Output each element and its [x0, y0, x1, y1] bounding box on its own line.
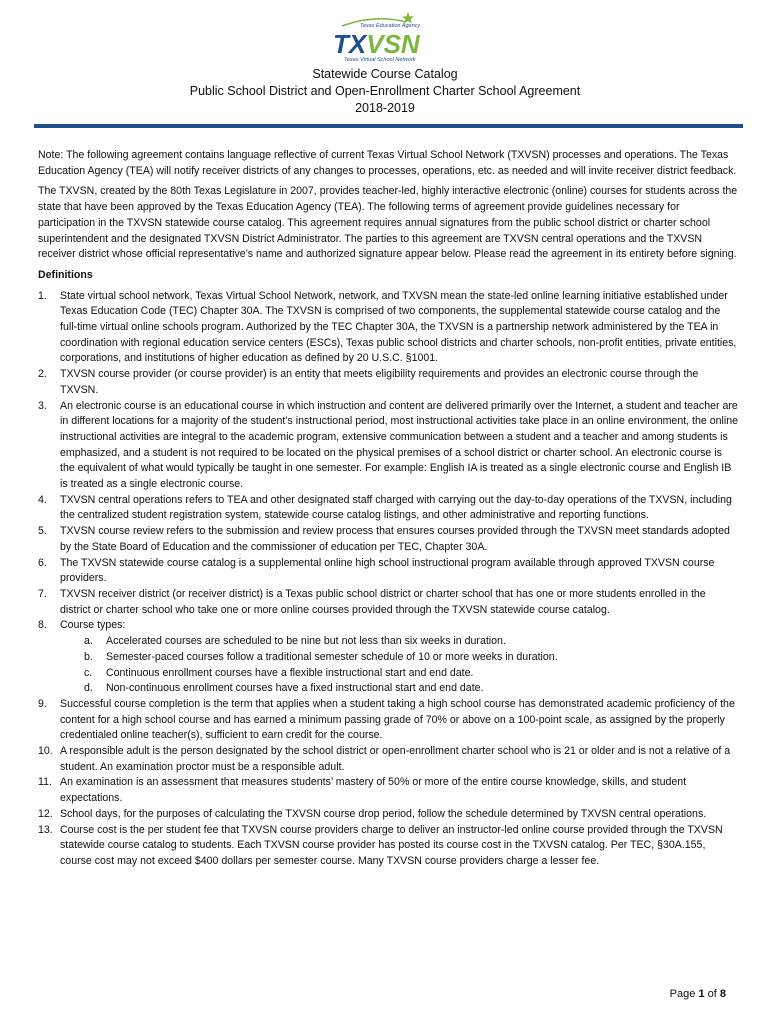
definition-item: 5. TXVSN course review refers to the submission and review process that ensures courses provided through the TXVSN meet standards adopted by the State Board of Education and the commissioner of education per TEC, Chapter 30A.: [38, 525, 730, 553]
definition-item: 12. School days, for the purposes of calculating the TXVSN course drop period, follow the schedule determined by TXVSN central operations.: [38, 807, 707, 820]
definition-item: 6. The TXVSN statewide course catalog is a supplemental online high school instructional program available through approved TXVSN course providers.: [38, 556, 715, 585]
document-body: [38, 148, 738, 870]
definition-item: 2. TXVSN course provider (or course provider) is an entity that meets eligibility requirements and provides an electronic course through the TXVSN.: [38, 368, 699, 396]
logo-agency-text: Texas Education Agency: [360, 23, 421, 29]
definition-item: 4. TXVSN central operations refers to TEA and other designated staff charged with carrying out the day-to-day operations of the TXVSN, including the centralized student registration system, statewide course catalog listings, and other administrative and reporting functions.: [38, 493, 732, 522]
txvsn-logo: [330, 10, 430, 64]
definition-item: 3. An electronic course is an educational course in which instruction and content are delivered primarily over the Internet, a student and teacher are in different locations for a majority of the student’s instructional period, most instructional activities take place in an online environment, the online instructional activities are integral to the academic program, extensive communication between a student and a teacher and among students is emphasized, and a student is not required to be located on the physical premises of a school district or charter school. An electronic course is the equivalent of what would typically be taught in one semester. For example: English IA is treated as a single electronic course and English IB is treated as a single electronic course.: [38, 399, 738, 491]
page-number: Page 1 of 8: [669, 988, 726, 1000]
header-divider: [34, 124, 743, 128]
logo-vsn-text: VSN: [366, 29, 420, 59]
definition-item: 9. Successful course completion is the term that applies when a student taking a high school course has demonstrated academic proficiency of the content for a high school course and has earned a minimum passing grade of 70% or above on a 100-point scale, as assigned by the properly credentialed online teacher(s), sufficient to earn credit for the course.: [38, 697, 735, 742]
definition-item: 10. A responsible adult is the person designated by the school district or open-enrollment charter school who is 21 or older and is not a relative of a student. An examination proctor must be a responsible adult.: [38, 745, 731, 773]
logo-tx-text: TX: [333, 29, 367, 59]
title-line-2: Public School District and Open-Enrollment Charter School Agreement: [189, 84, 581, 98]
intro-paragraph: The TXVSN, created by the 80th Texas Legislature in 2007, provides teacher-led, highly interactive electronic (online) courses for students across the state that have been approved by the Texas Education Agency (TEA). The following terms of agreement provide guidelines necessary for participation in the TXVSN statewide course catalog. This agreement requires annual signatures from the public school district or charter school superintendent and the designated TXVSN District Administrator. The parties to this agreement are TXVSN central operations and the TXVSN receiver district whose official representative’s name and authorized signature appear below. Please read the agreement in its entirety before signing.: [38, 185, 738, 261]
title-line-1: Statewide Course Catalog: [312, 67, 458, 81]
course-type-item: a. Accelerated courses are scheduled to be nine but not less than six weeks in duration.: [84, 635, 506, 648]
course-type-item: d. Non-continuous enrollment courses have a fixed instructional start and end date.: [84, 682, 484, 695]
definition-item: 13. Course cost is the per student fee that TXVSN course providers charge to deliver an instructor-led online course provided through the TXVSN statewide course catalog to students. Each TXVSN course provider has posted its course cost in the TXVSN catalog. Per TEC, §30A.155, course cost may not exceed $400 dollars per semester course. Many TXVSN course providers charge a lesser fee.: [38, 823, 723, 867]
definition-item: 1. State virtual school network, Texas Virtual School Network, network, and TXVSN mean the state-led online learning initiative established under Texas Education Code (TEC) Chapter 30A. The TXVSN is comprised of two components, the supplemental statewide course catalog and the full-time virtual online schools program. Authorized by the TEC Chapter 30A, the TXVSN is a partnership network administered by the TEA in coordination with regional education service centers (ESCs), Texas public school districts and charter schools, non-profit entities, private entities, corporations, and institutions of higher education as defined by 20 U.S.C. §1001.: [38, 289, 737, 365]
definition-item: 8. Course types:: [38, 619, 126, 632]
course-type-item: c. Continuous enrollment courses have a flexible instructional start and end date.: [84, 666, 474, 679]
definitions-heading: Definitions: [38, 268, 93, 281]
title-line-3: 2018-2019: [355, 101, 415, 115]
document-title: [0, 66, 770, 117]
definition-item: 11. An examination is an assessment that measures students’ mastery of 50% or more of the entire course knowledge, skills, and student expectations.: [38, 776, 687, 805]
note-paragraph: Note: The following agreement contains language reflective of current Texas Virtual School Network (TXVSN) processes and operations. The Texas Education Agency (TEA) will notify receiver districts of any changes to processes, operations, etc. as needed and will invite receiver district feedback.: [38, 149, 737, 177]
logo-network-text: Texas Virtual School Network: [344, 57, 416, 63]
svg-text:TXVSN: [333, 29, 421, 59]
definition-item: 7. TXVSN receiver district (or receiver district) is a Texas public school district or charter school that has one or more students enrolled in the district or charter school who take one or more online courses provided through the TXVSN statewide course catalog.: [38, 587, 706, 616]
course-type-item: b. Semester-paced courses follow a traditional semester schedule of 10 or more weeks in duration.: [84, 650, 558, 663]
